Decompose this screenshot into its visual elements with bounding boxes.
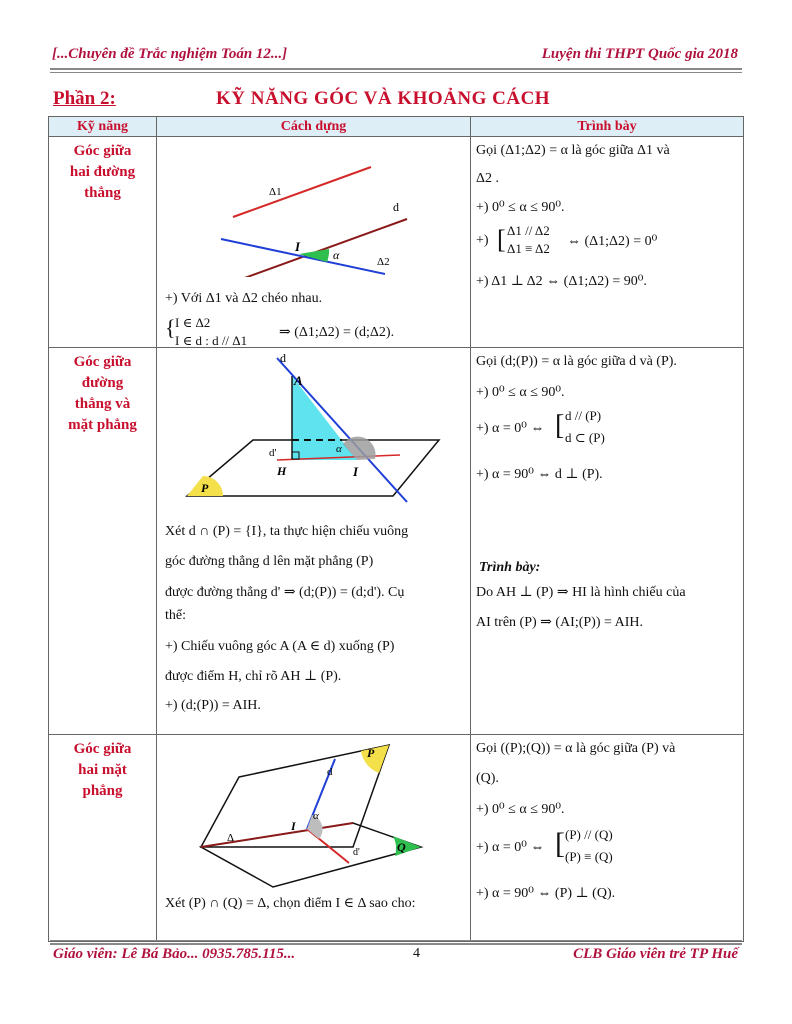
label-i: I (291, 819, 296, 833)
skill-line: mặt phẳng (68, 417, 137, 433)
system-brace: { (165, 315, 176, 340)
col-header-skill: Kỹ năng (49, 117, 157, 137)
method-line: Xét d ∩ (P) = {I}, ta thực hiện chiếu vuông (165, 524, 409, 539)
section-label: Phần 2: (53, 88, 116, 109)
skill-line: thẳng (84, 185, 121, 201)
present-line: (Q). (476, 771, 499, 786)
plane-plane-diagram (157, 735, 471, 895)
skill-cell (49, 735, 157, 942)
present-line: (P) ≡ (Q) (565, 849, 613, 864)
method-line: ⇒ (Δ1;Δ2) = (d;Δ2). (279, 325, 395, 340)
skill-line: thẳng và (74, 396, 131, 412)
method-cell (157, 137, 471, 348)
label-alpha: α (336, 443, 342, 455)
table-row (49, 137, 744, 348)
label-d: d (327, 766, 333, 778)
label-h: H (277, 464, 287, 478)
present-line: +) α = 90⁰ ⇔ (P) ⊥ (Q). (476, 886, 616, 901)
method-line: góc đường thẳng d lên mặt phẳng (P) (165, 554, 374, 569)
present-line: +) Δ1 ⊥ Δ2 ⇔ (Δ1;Δ2) = 90⁰. (476, 274, 647, 289)
section-title: KỸ NĂNG GÓC VÀ KHOẢNG CÁCH (216, 88, 551, 109)
present-line: Gọi ((P);(Q)) = α là góc giữa (P) và (476, 741, 676, 756)
label-p: P (201, 481, 209, 495)
header-rule-thin (50, 72, 742, 73)
skill-line: Góc giữa (73, 354, 132, 370)
skill-cell (49, 348, 157, 735)
footer-rule (50, 940, 742, 941)
skill-line: hai đường (69, 164, 136, 180)
present-line: Do AH ⊥ (P) ⇒ HI là hình chiếu của (476, 585, 686, 600)
present-cell (471, 735, 744, 942)
present-line: d ⊂ (P) (565, 430, 605, 445)
col-header-method: Cách dựng (157, 117, 471, 137)
present-cell (471, 137, 744, 348)
present-line: (P) // (Q) (565, 827, 613, 842)
label-i: I (295, 239, 301, 254)
present-line: ⇔ (Δ1;Δ2) = 0⁰ (567, 234, 658, 249)
method-line: được điểm H, chỉ rõ AH ⊥ (P). (165, 669, 342, 684)
present-line: AI trên (P) ⇒ (AI;(P)) = AIH. (476, 615, 643, 630)
table-row (49, 735, 744, 942)
table-header-row (49, 117, 744, 137)
method-line: I ∈ d : d // Δ1 (175, 333, 248, 348)
method-line: +) (d;(P)) = AIH. (165, 698, 261, 713)
present-line: +) α = 0⁰ ⇔ (476, 421, 545, 436)
header-rule (50, 68, 742, 70)
skill-line: phẳng (82, 783, 123, 799)
present-line: +) (476, 233, 489, 248)
bracket: [ (555, 827, 565, 860)
present-line: Δ2 . (476, 171, 500, 186)
skill-line: đường (81, 375, 124, 391)
angle-alpha-fill (299, 249, 329, 262)
footer-rule-thick (50, 943, 742, 945)
label-alpha: α (333, 248, 340, 262)
footer-teacher-label: Giáo viên: (53, 946, 118, 962)
page-number: 4 (413, 946, 420, 961)
footer-club: CLB Giáo viên trẻ TP Huế (573, 946, 738, 962)
present-line: +) 0⁰ ≤ α ≤ 90⁰. (476, 200, 565, 215)
present-line: Δ1 // Δ2 (507, 223, 550, 238)
label-q: Q (397, 840, 406, 854)
footer-teacher (53, 946, 295, 963)
method-cell (157, 735, 471, 942)
method-line: được đường thẳng d' ⇒ (d;(P)) = (d;d'). Cụ (165, 585, 405, 600)
method-line: thể: (165, 608, 186, 623)
present-line: +) α = 90⁰ ⇔ d ⊥ (P). (476, 467, 603, 482)
label-d: d (393, 200, 399, 214)
label-delta: Δ (227, 832, 235, 844)
line-delta1 (233, 167, 371, 217)
label-d: d (280, 351, 286, 365)
present-subtitle: Trình bày: (479, 560, 541, 575)
method-cell (157, 348, 471, 735)
bracket: [ (497, 225, 506, 254)
skill-cell (49, 137, 157, 348)
method-line: I ∈ Δ2 (175, 315, 211, 330)
table-row (49, 348, 744, 735)
present-line: d // (P) (565, 408, 602, 423)
label-d-prime: d' (269, 447, 277, 459)
present-line: +) 0⁰ ≤ α ≤ 90⁰. (476, 385, 565, 400)
skills-table (48, 116, 744, 942)
label-a: A (294, 373, 303, 388)
label-delta2: Δ2 (377, 256, 390, 268)
header-left: [...Chuyên đề Trắc nghiệm Toán 12...] (52, 46, 288, 62)
present-line: Gọi (d;(P)) = α là góc giữa d và (P). (476, 354, 677, 369)
present-line: Δ1 ≡ Δ2 (507, 241, 550, 256)
bracket: [ (555, 410, 565, 441)
present-line: +) 0⁰ ≤ α ≤ 90⁰. (476, 802, 565, 817)
skill-line: hai mặt (78, 762, 127, 778)
line-delta2 (221, 239, 385, 274)
col-header-present: Trình bày (471, 117, 744, 137)
label-p: P (367, 746, 375, 760)
method-line: +) Với Δ1 và Δ2 chéo nhau. (165, 291, 323, 306)
label-delta1: Δ1 (269, 186, 282, 198)
label-i: I (353, 464, 359, 479)
method-line: +) Chiếu vuông góc A (A ∈ d) xuống (P) (165, 639, 395, 654)
label-alpha: α (313, 810, 319, 822)
present-line: Gọi (Δ1;Δ2) = α là góc giữa Δ1 và (476, 143, 670, 158)
skill-line: Góc giữa (73, 143, 132, 159)
header-right: Luyện thi THPT Quốc gia 2018 (541, 46, 738, 62)
skew-lines-diagram (157, 137, 471, 277)
footer-teacher-name: Lê Bá Bảo... 0935.785.115... (121, 946, 296, 962)
present-line: +) α = 0⁰ ⇔ (476, 840, 545, 855)
present-cell (471, 348, 744, 735)
line-delta (201, 823, 353, 847)
label-d-prime: d' (353, 847, 360, 858)
line-plane-diagram (157, 348, 471, 508)
skill-line: Góc giữa (73, 741, 132, 757)
method-line: Xét (P) ∩ (Q) = Δ, chọn điểm I ∈ Δ sao cho: (165, 896, 416, 911)
